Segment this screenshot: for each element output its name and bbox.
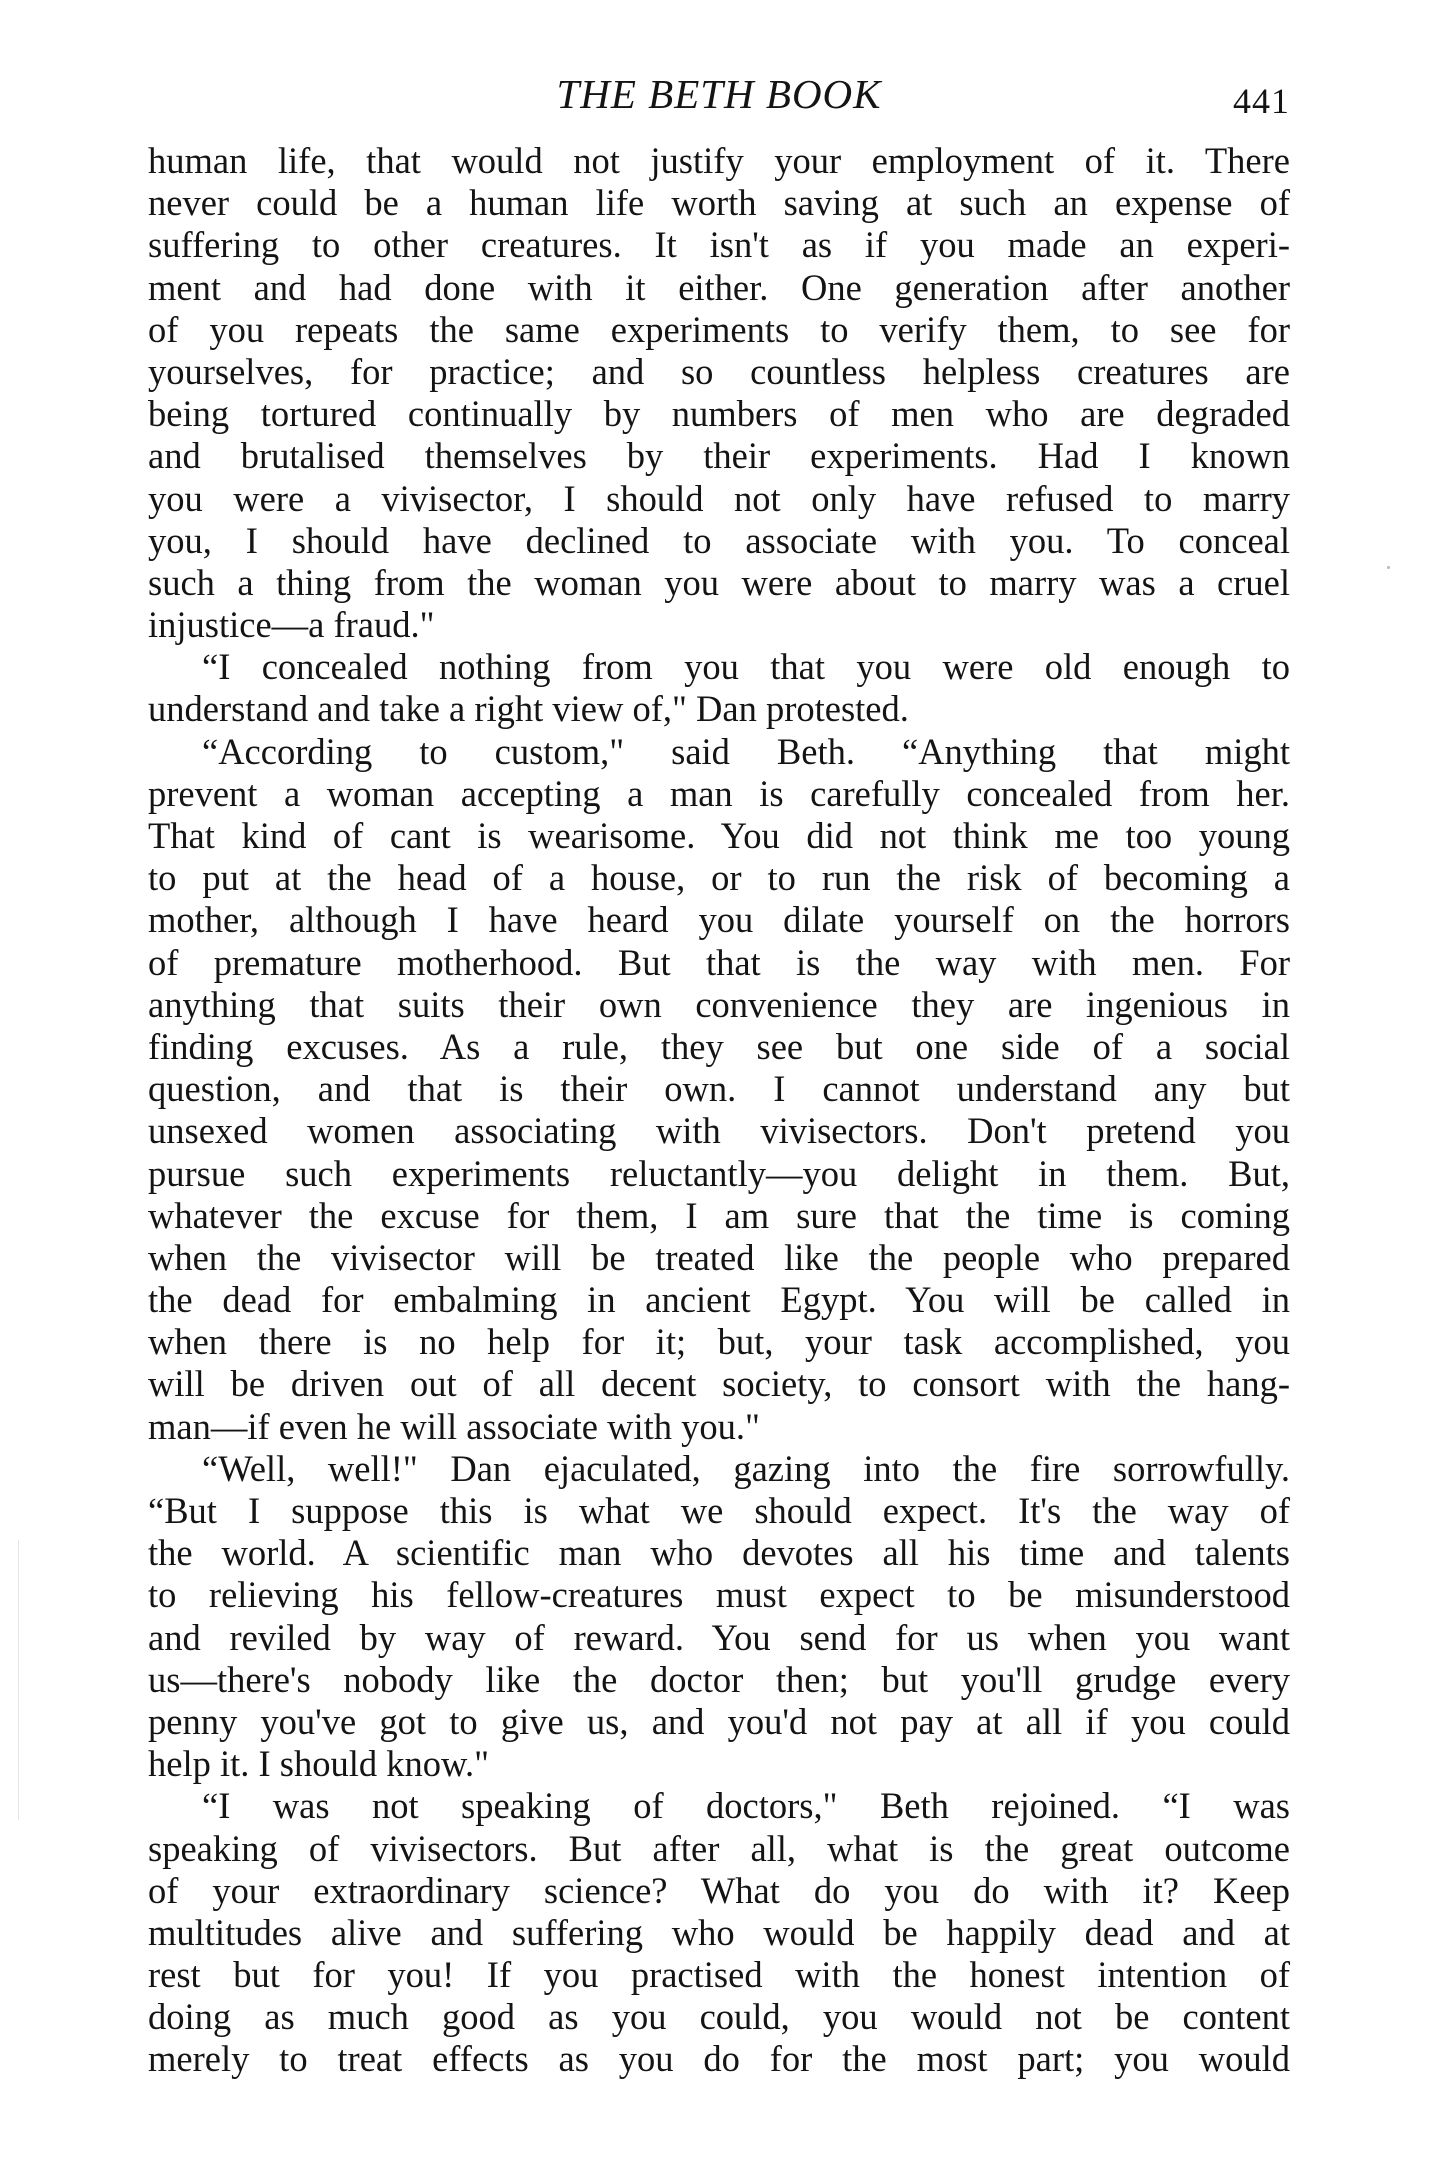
text-line: when there is no help for it; but, your task accomplished, you (148, 1321, 1290, 1363)
text-line: mother, although I have heard you dilate yourself on the horrors (148, 899, 1290, 941)
margin-crease (18, 1540, 19, 1820)
text-line: doing as much good as you could, you would not be content (148, 1996, 1290, 2038)
page-number: 441 (1233, 81, 1290, 121)
text-line: of you repeats the same experiments to verify them, to see for (148, 308, 1290, 350)
text-line: “According to custom," said Beth. “Anything that might (202, 730, 1290, 772)
text-line: anything that suits their own convenience they are ingenious in (148, 983, 1290, 1025)
text-line: “But I suppose this is what we should expect. It's the way of (148, 1490, 1290, 1531)
running-title: THE BETH BOOK (556, 71, 882, 117)
text-line: man—if even he will associate with you." (148, 1405, 760, 1447)
paper-speck (1387, 566, 1390, 569)
text-line: understand and take a right view of," Dan protested. (148, 688, 909, 730)
text-line: help it. I should know." (148, 1743, 490, 1785)
text-line: That kind of cant is wearisome. You did not think me too young (148, 815, 1290, 856)
text-line: you were a vivisector, I should not only have refused to marry (148, 477, 1290, 519)
text-line: “Well, well!" Dan ejaculated, gazing into the fire sorrowfully. (202, 1447, 1290, 1489)
text-line: multitudes alive and suffering who would be happily dead and at (148, 1911, 1290, 1953)
text-line: “I was not speaking of doctors," Beth rejoined. “I was (202, 1785, 1290, 1827)
text-line: being tortured continually by numbers of men who are degraded (148, 393, 1290, 435)
text-line: suffering to other creatures. It isn't as if you made an experi- (148, 224, 1290, 266)
text-line: of premature motherhood. But that is the way with men. For (148, 941, 1290, 983)
text-line: and brutalised themselves by their experiments. Had I known (148, 435, 1290, 477)
text-line: us—there's nobody like the doctor then; but you'll grudge every (148, 1658, 1290, 1700)
text-line: prevent a woman accepting a man is carefully concealed from her. (148, 772, 1290, 814)
text-line: question, and that is their own. I cannot understand any but (148, 1068, 1290, 1110)
text-line: rest but for you! If you practised with the honest intention of (148, 1954, 1290, 1996)
text-line: unsexed women associating with vivisectors. Don't pretend you (148, 1110, 1290, 1152)
text-line: penny you've got to give us, and you'd not pay at all if you could (148, 1700, 1290, 1742)
body-text (148, 140, 1290, 2081)
text-line: to put at the head of a house, or to run the risk of becoming a (148, 857, 1290, 899)
text-line: you, I should have declined to associate with you. To conceal (148, 519, 1290, 561)
text-line: when the vivisector will be treated like the people who prepared (148, 1236, 1290, 1278)
text-line: the dead for embalming in ancient Egypt. You will be called in (148, 1279, 1290, 1321)
text-line: of your extraordinary science? What do you do with it? Keep (148, 1869, 1290, 1911)
text-line: the world. A scientific man who devotes all his time and talents (148, 1532, 1290, 1574)
text-line: injustice—a fraud." (148, 604, 435, 646)
text-line: merely to treat effects as you do for the most part; you would (148, 2038, 1290, 2080)
text-line: such a thing from the woman you were about to marry was a cruel (148, 561, 1290, 603)
book-page (148, 70, 1290, 2081)
text-line: never could be a human life worth saving at such an expense of (148, 182, 1290, 224)
text-line: pursue such experiments reluctantly—you delight in them. But, (148, 1152, 1290, 1194)
text-line: yourselves, for practice; and so countless helpless creatures are (148, 350, 1290, 392)
text-line: to relieving his fellow-creatures must expect to be misunderstood (148, 1574, 1290, 1616)
text-line: whatever the excuse for them, I am sure that the time is coming (148, 1194, 1290, 1236)
text-line: and reviled by way of reward. You send for us when you want (148, 1616, 1290, 1658)
text-line: finding excuses. As a rule, they see but one side of a social (148, 1025, 1290, 1067)
running-head (148, 70, 1290, 140)
text-line: will be driven out of all decent society, to consort with the hang- (148, 1363, 1290, 1405)
text-line: speaking of vivisectors. But after all, what is the great outcome (148, 1827, 1290, 1869)
text-line: human life, that would not justify your employment of it. There (148, 140, 1290, 181)
text-line: “I concealed nothing from you that you were old enough to (202, 646, 1290, 688)
text-line: ment and had done with it either. One generation after another (148, 266, 1290, 308)
